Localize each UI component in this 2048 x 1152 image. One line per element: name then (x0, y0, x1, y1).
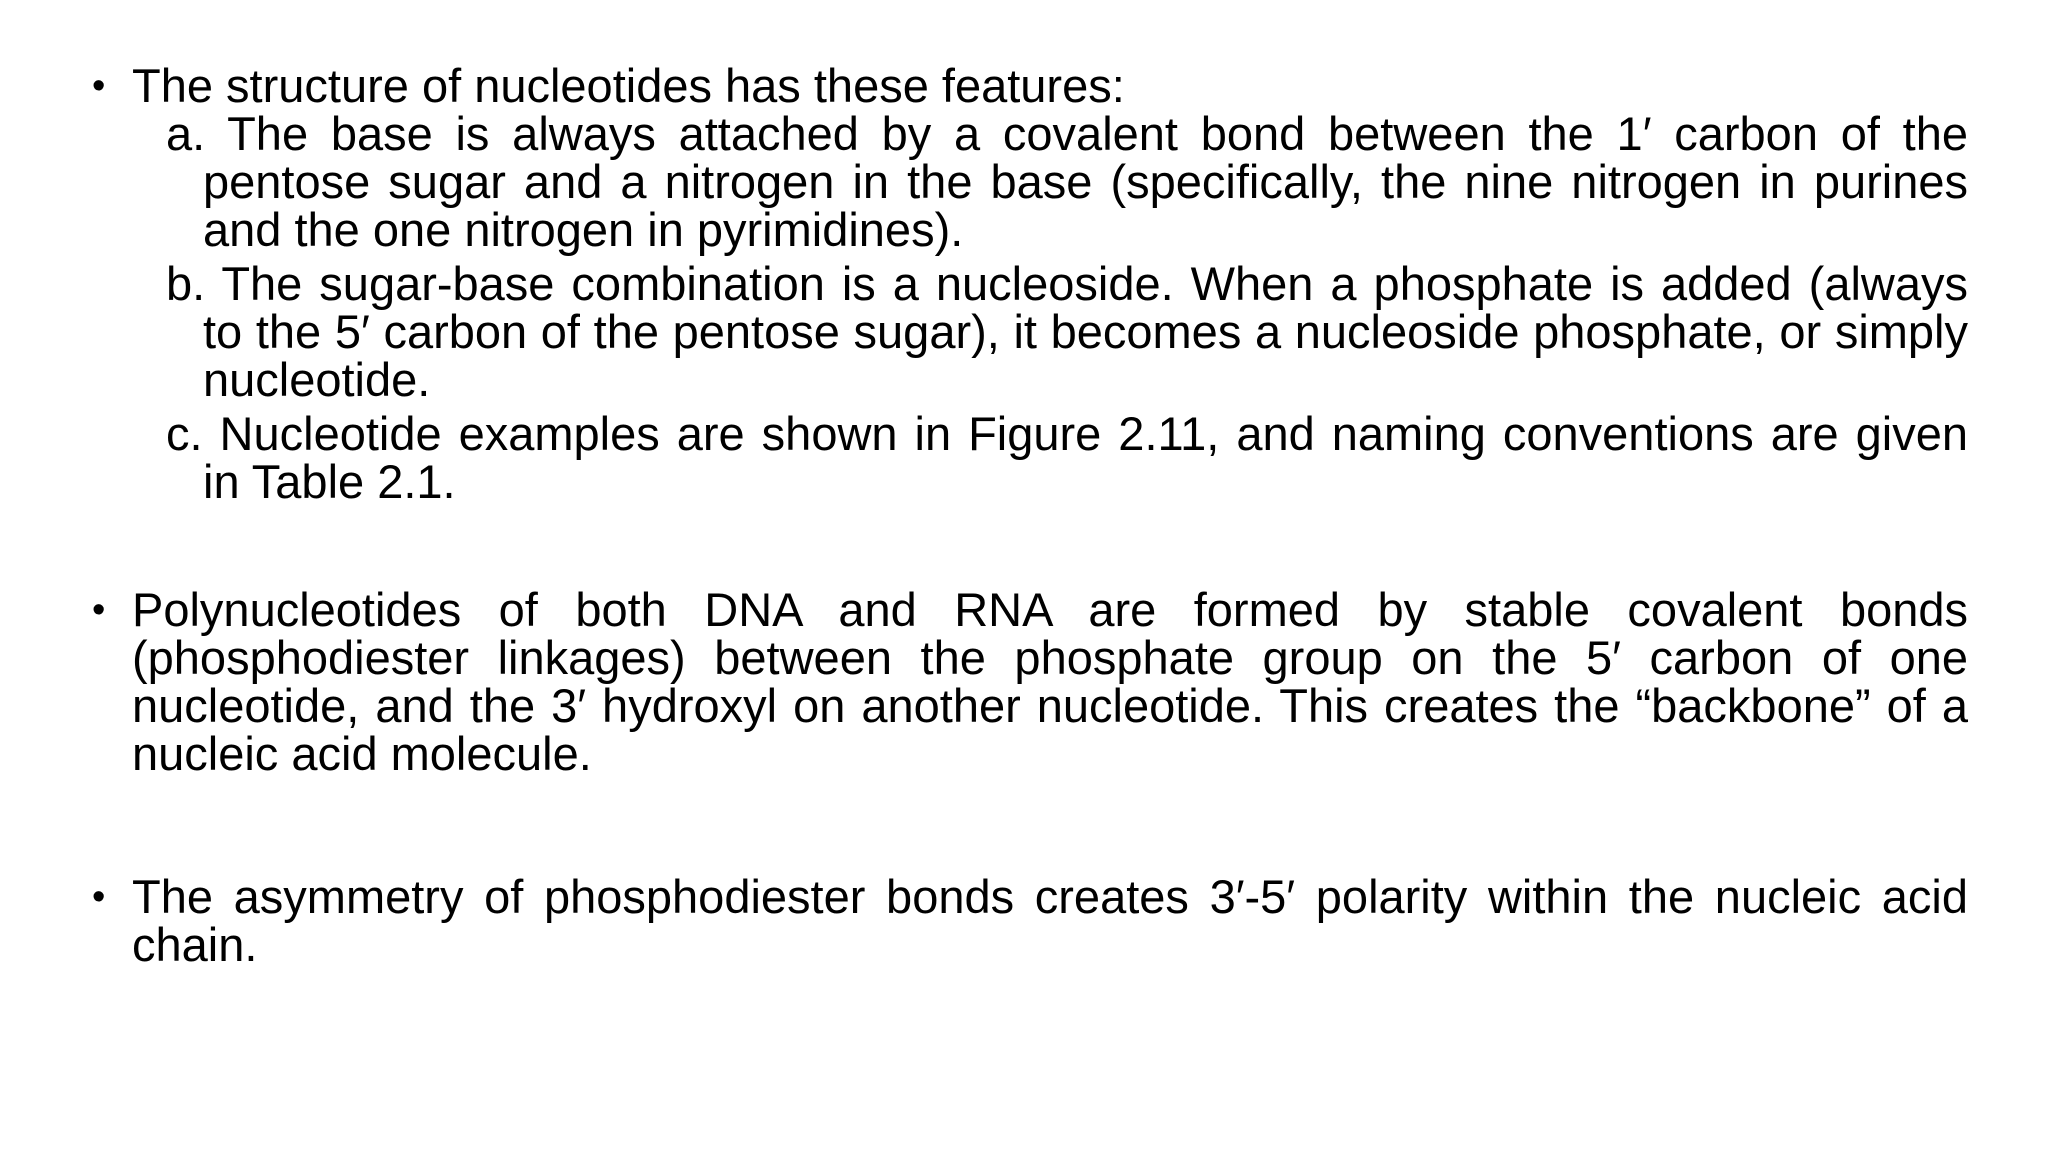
bullet-dot-icon: • (92, 589, 106, 631)
sub-list (88, 107, 1968, 508)
slide-body (88, 59, 1968, 971)
bullet-text-2: Polynucleotides of both DNA and RNA are formed by stable covalent bonds (phosphodiester linkages) between the phosphate group on the 5′ carbon of one nucleotide, and the 3′ hydroxyl on another nucleotide. This creates the “backbone” of a nucleic acid molecule. (132, 583, 1968, 780)
bullet-item-2 (88, 583, 1968, 780)
bullet-text-3: The asymmetry of phosphodiester bonds creates 3′-5′ polarity within the nucleic acid chain. (132, 870, 1968, 971)
sub-item-b: b. The sugar-base combination is a nucleoside. When a phosphate is added (always to the 5′ carbon of the pentose sugar), it becomes a nucleoside phosphate, or simply nucleotide. (166, 257, 1968, 406)
sub-item-c: c. Nucleotide examples are shown in Figure 2.11, and naming conventions are given in Table 2.1. (166, 407, 1968, 508)
sub-item-a: a. The base is always attached by a covalent bond between the 1′ carbon of the pentose sugar and a nitrogen in the base (specifically, the nine nitrogen in purines and the one nitrogen in pyrimidines). (166, 107, 1968, 256)
bullet-dot-icon: • (92, 876, 106, 918)
bullet-item-3 (88, 870, 1968, 971)
bullet-dot-icon: • (92, 65, 106, 107)
bullet-text-1: The structure of nucleotides has these features: (132, 59, 1125, 112)
bullet-item-1 (88, 59, 1968, 112)
